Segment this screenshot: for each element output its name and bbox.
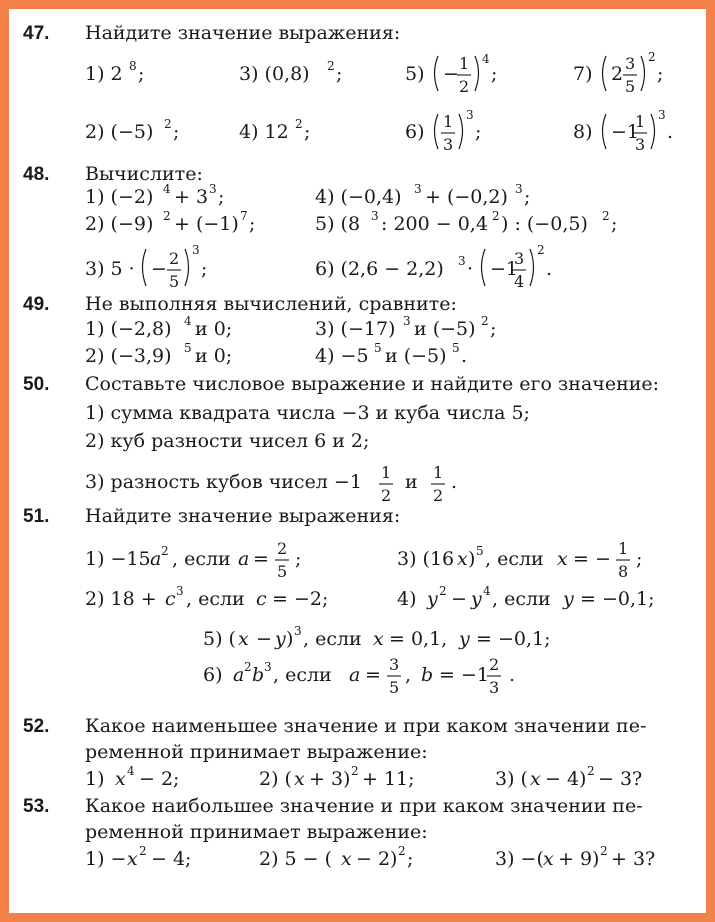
svg-text:7): 7)	[573, 63, 593, 85]
svg-text:−: −	[451, 588, 467, 610]
svg-text:3: 3	[264, 660, 272, 674]
expression	[85, 340, 285, 370]
svg-text:1) 2: 1) 2	[85, 63, 123, 85]
svg-text:): )	[286, 628, 294, 650]
svg-text:, если: , если	[172, 548, 231, 570]
svg-text:;: ;	[490, 318, 497, 340]
svg-text:3: 3	[635, 135, 646, 154]
expression	[239, 105, 329, 153]
expression	[315, 340, 545, 370]
svg-text:;: ;	[475, 121, 482, 143]
svg-text:1: 1	[635, 112, 646, 131]
svg-text:: 200 − 0,4: : 200 − 0,4	[381, 213, 488, 235]
svg-text:1: 1	[459, 54, 470, 73]
svg-text:, если: , если	[273, 664, 332, 686]
svg-text:4: 4	[184, 314, 192, 328]
svg-text:x: x	[238, 628, 249, 650]
svg-text:2) 18 +: 2) 18 +	[85, 588, 157, 610]
svg-text:4): 4)	[397, 588, 417, 610]
svg-text:1: 1	[443, 112, 454, 131]
svg-text:a: a	[150, 548, 162, 570]
svg-text:1: 1	[618, 539, 629, 558]
expression	[259, 843, 459, 873]
expression	[239, 47, 359, 95]
svg-text:·: ·	[467, 258, 474, 280]
svg-text:x: x	[115, 768, 126, 790]
svg-text:=: =	[365, 664, 381, 686]
problem-title: Найдите значение выражения:	[85, 22, 401, 44]
svg-text:x: x	[294, 768, 305, 790]
svg-text:2: 2	[351, 764, 359, 778]
svg-text:;: ;	[524, 186, 531, 208]
svg-text:;: ;	[173, 121, 180, 143]
expression	[85, 181, 275, 211]
svg-text:8: 8	[618, 562, 629, 581]
svg-text:3: 3	[514, 249, 525, 268]
svg-text:a: a	[349, 664, 361, 686]
svg-text:;: ;	[636, 548, 643, 570]
svg-text:−: −	[256, 628, 272, 650]
svg-text:2: 2	[169, 249, 180, 268]
textbook-page	[9, 9, 706, 913]
svg-text:и 0;: и 0;	[195, 345, 233, 367]
problem-number: 47.	[23, 23, 50, 44]
expression	[405, 47, 515, 97]
svg-text:y: y	[471, 588, 482, 610]
svg-text:2: 2	[492, 209, 500, 223]
svg-text:a: a	[233, 664, 245, 686]
svg-text:2) (−3,9): 2) (−3,9)	[85, 345, 172, 367]
expression	[495, 763, 695, 793]
svg-text:+ 3): + 3)	[309, 768, 351, 790]
svg-text:= −2;: = −2;	[272, 588, 329, 610]
svg-text:c: c	[165, 588, 176, 610]
problem-title: Найдите значение выражения:	[85, 505, 401, 527]
svg-text:2: 2	[295, 117, 303, 131]
svg-text:2: 2	[398, 844, 406, 858]
svg-text:1: 1	[433, 463, 444, 482]
svg-text:1) (−2,8): 1) (−2,8)	[85, 318, 172, 340]
problem-number: 49.	[23, 294, 50, 315]
svg-text:;: ;	[218, 186, 225, 208]
svg-text:5) (: 5) (	[203, 628, 236, 650]
svg-text:и 0;: и 0;	[195, 318, 233, 340]
svg-text:3: 3	[192, 243, 200, 257]
svg-text:− 2): − 2)	[356, 848, 398, 870]
svg-text:5: 5	[476, 544, 484, 558]
svg-text:x: x	[557, 548, 568, 570]
svg-text:;: ;	[336, 63, 343, 85]
expression	[315, 181, 575, 211]
problem-number: 48.	[23, 164, 50, 185]
svg-text:и (−5): и (−5)	[385, 345, 447, 367]
svg-text:= −: = −	[573, 548, 611, 570]
svg-text:− 3?: − 3?	[598, 768, 643, 790]
svg-text:x: x	[457, 548, 468, 570]
svg-text:5): 5)	[405, 63, 425, 85]
svg-text:,: ,	[405, 664, 412, 686]
svg-text:3) −(: 3) −(	[495, 848, 544, 870]
expression	[85, 105, 195, 153]
expression	[85, 529, 335, 583]
svg-text:− 4;: − 4;	[151, 848, 192, 870]
svg-text:2: 2	[439, 584, 447, 598]
svg-text:2: 2	[489, 655, 500, 674]
svg-text:4) −5: 4) −5	[315, 345, 369, 367]
svg-text:+ (−0,2): + (−0,2)	[425, 186, 508, 208]
svg-text:c: c	[256, 588, 267, 610]
svg-text:4: 4	[163, 182, 171, 196]
svg-text:2) 5 − (: 2) 5 − (	[259, 848, 333, 870]
svg-text:.: .	[451, 471, 458, 493]
expression	[259, 763, 459, 793]
svg-text:;: ;	[657, 63, 664, 85]
expression	[85, 313, 285, 343]
expression	[85, 583, 345, 613]
svg-text:−1: −1	[490, 258, 519, 280]
svg-text:2) (−9): 2) (−9)	[85, 213, 154, 235]
svg-text:5: 5	[169, 272, 180, 291]
svg-text:= −0,1;: = −0,1;	[476, 628, 551, 650]
svg-text:): )	[468, 548, 476, 570]
svg-text:5: 5	[625, 77, 636, 96]
problem-title: Вычислите:	[85, 163, 203, 185]
svg-text:3: 3	[176, 584, 184, 598]
svg-text:2: 2	[611, 63, 624, 85]
svg-text:3: 3	[209, 182, 217, 196]
svg-text:.: .	[509, 664, 516, 686]
svg-text:8: 8	[129, 59, 137, 73]
svg-text:−: −	[151, 258, 167, 280]
svg-text:2: 2	[587, 764, 595, 778]
svg-text:3: 3	[371, 209, 379, 223]
svg-text:;: ;	[249, 213, 256, 235]
problem-title-line: ременной принимает выражение:	[85, 741, 428, 763]
svg-text:y: y	[459, 628, 470, 650]
svg-text:2: 2	[381, 486, 392, 505]
problem-title-line: Какое наибольшее значение и при каком значении пе-	[85, 795, 643, 817]
svg-text:и: и	[405, 471, 418, 493]
expression	[495, 843, 695, 873]
svg-text:1): 1)	[85, 768, 105, 790]
svg-text:−1: −1	[611, 121, 640, 143]
svg-text:4: 4	[483, 584, 491, 598]
svg-text:3: 3	[294, 624, 302, 638]
svg-text:6): 6)	[405, 121, 425, 143]
svg-text:−: −	[443, 63, 459, 85]
expression	[405, 105, 505, 155]
svg-text:5: 5	[389, 678, 400, 697]
svg-text:x: x	[127, 848, 138, 870]
svg-text:3) 5 ·: 3) 5 ·	[85, 258, 135, 280]
problem-number: 50.	[23, 374, 50, 395]
problem-title: Не выполняя вычислений, сравните:	[85, 293, 457, 315]
svg-text:2: 2	[244, 660, 252, 674]
svg-text:1) −: 1) −	[85, 848, 127, 870]
expression	[573, 105, 693, 155]
svg-text:;: ;	[491, 63, 498, 85]
svg-text:3) (0,8): 3) (0,8)	[239, 63, 310, 85]
svg-text:.: .	[546, 258, 553, 280]
svg-text:, если: , если	[186, 588, 245, 610]
problem-title-line: Какое наименьшее значение и при каком значении пе-	[85, 715, 647, 737]
problem-number: 53.	[23, 796, 50, 817]
expression	[85, 843, 255, 873]
svg-text:2: 2	[161, 544, 169, 558]
list-item: 1) сумма квадрата числа −3 и куба числа 5;	[85, 402, 530, 424]
svg-text:7: 7	[240, 209, 248, 223]
svg-text:3: 3	[625, 54, 636, 73]
svg-text:= −1: = −1	[439, 664, 489, 686]
svg-text:;: ;	[295, 548, 302, 570]
svg-text:5: 5	[277, 562, 288, 581]
expression	[203, 643, 543, 697]
svg-text:2: 2	[481, 314, 489, 328]
svg-text:1) −15: 1) −15	[85, 548, 151, 570]
list-item: 2) куб разности чисел 6 и 2;	[85, 430, 370, 452]
svg-text:8): 8)	[573, 121, 593, 143]
svg-text:, если: , если	[492, 588, 551, 610]
svg-text:2: 2	[139, 844, 147, 858]
svg-text:3: 3	[489, 678, 500, 697]
svg-text:5) (8: 5) (8	[315, 213, 361, 235]
expression	[85, 47, 175, 95]
svg-text:= 0,1,: = 0,1,	[389, 628, 448, 650]
svg-text:2: 2	[163, 209, 171, 223]
svg-text:4) 12: 4) 12	[239, 121, 289, 143]
svg-text:6): 6)	[203, 664, 223, 686]
svg-text:b: b	[421, 664, 434, 686]
svg-text:x: x	[373, 628, 384, 650]
svg-text:2: 2	[164, 117, 172, 131]
expression	[397, 529, 667, 583]
svg-text:b: b	[252, 664, 265, 686]
svg-text:2: 2	[600, 844, 608, 858]
svg-text:3: 3	[414, 182, 422, 196]
expression	[573, 47, 683, 97]
svg-text:y: y	[427, 588, 438, 610]
problem-number: 52.	[23, 716, 50, 737]
svg-text:− 2;: − 2;	[139, 768, 180, 790]
svg-text:5: 5	[374, 341, 382, 355]
svg-text:4: 4	[482, 52, 490, 66]
svg-text:2: 2	[648, 50, 656, 64]
expression	[85, 763, 235, 793]
svg-text:2) (: 2) (	[259, 768, 292, 790]
svg-text:2: 2	[277, 539, 288, 558]
expression	[315, 237, 575, 291]
svg-text:3) (: 3) (	[495, 768, 528, 790]
expression	[85, 208, 285, 238]
svg-text:.: .	[667, 121, 674, 143]
svg-text:1) (−2): 1) (−2)	[85, 186, 154, 208]
svg-text:2: 2	[433, 486, 444, 505]
svg-text:3: 3	[458, 254, 466, 268]
svg-text:+ 3: + 3	[174, 186, 209, 208]
svg-text:;: ;	[304, 121, 311, 143]
svg-text:, если: , если	[485, 548, 544, 570]
svg-text:y: y	[563, 588, 574, 610]
svg-text:2: 2	[537, 243, 545, 257]
svg-text:=: =	[253, 548, 269, 570]
svg-text:;: ;	[611, 213, 618, 235]
svg-text:y: y	[275, 628, 286, 650]
svg-text:4: 4	[514, 272, 525, 291]
svg-text:x: x	[543, 848, 554, 870]
svg-text:3) (16: 3) (16	[397, 548, 455, 570]
problem-number: 51.	[23, 506, 50, 527]
svg-text:x: x	[530, 768, 541, 790]
svg-text:) : (−0,5): ) : (−0,5)	[501, 213, 588, 235]
svg-text:3: 3	[389, 655, 400, 674]
svg-text:3: 3	[466, 108, 474, 122]
svg-text:+ (−1): + (−1)	[174, 213, 239, 235]
svg-text:;: ;	[407, 848, 414, 870]
svg-text:;: ;	[201, 258, 208, 280]
svg-text:.: .	[461, 345, 468, 367]
svg-text:3) разность кубов чисел −1: 3) разность кубов чисел −1	[85, 471, 362, 493]
svg-text:3: 3	[515, 182, 523, 196]
svg-text:5: 5	[184, 341, 192, 355]
svg-text:3: 3	[443, 135, 454, 154]
svg-text:4) (−0,4): 4) (−0,4)	[315, 186, 402, 208]
svg-text:2: 2	[602, 209, 610, 223]
svg-text:+ 9): + 9)	[558, 848, 600, 870]
svg-text:;: ;	[138, 63, 145, 85]
expression	[85, 237, 225, 291]
svg-text:6) (2,6 − 2,2): 6) (2,6 − 2,2)	[315, 258, 444, 280]
svg-text:= −0,1;: = −0,1;	[580, 588, 655, 610]
svg-text:, если: , если	[303, 628, 362, 650]
svg-text:2: 2	[459, 77, 470, 96]
svg-text:4: 4	[127, 764, 135, 778]
svg-text:3: 3	[658, 108, 666, 122]
svg-text:+ 11;: + 11;	[362, 768, 415, 790]
svg-text:3) (−17): 3) (−17)	[315, 318, 396, 340]
expression	[315, 208, 645, 238]
svg-text:− 4): − 4)	[545, 768, 587, 790]
svg-text:2: 2	[327, 59, 335, 73]
expression	[397, 583, 687, 613]
expression	[315, 313, 545, 343]
svg-text:a: a	[238, 548, 250, 570]
problem-title-line: ременной принимает выражение:	[85, 821, 428, 843]
svg-text:1: 1	[381, 463, 392, 482]
svg-text:3: 3	[403, 314, 411, 328]
svg-text:2) (−5): 2) (−5)	[85, 121, 154, 143]
svg-text:и (−5): и (−5)	[414, 318, 476, 340]
problem-title: Составьте числовое выражение и найдите его значение:	[85, 373, 660, 395]
svg-text:5: 5	[452, 341, 460, 355]
svg-text:x: x	[341, 848, 352, 870]
expression	[85, 452, 485, 506]
svg-text:+ 3?: + 3?	[611, 848, 656, 870]
